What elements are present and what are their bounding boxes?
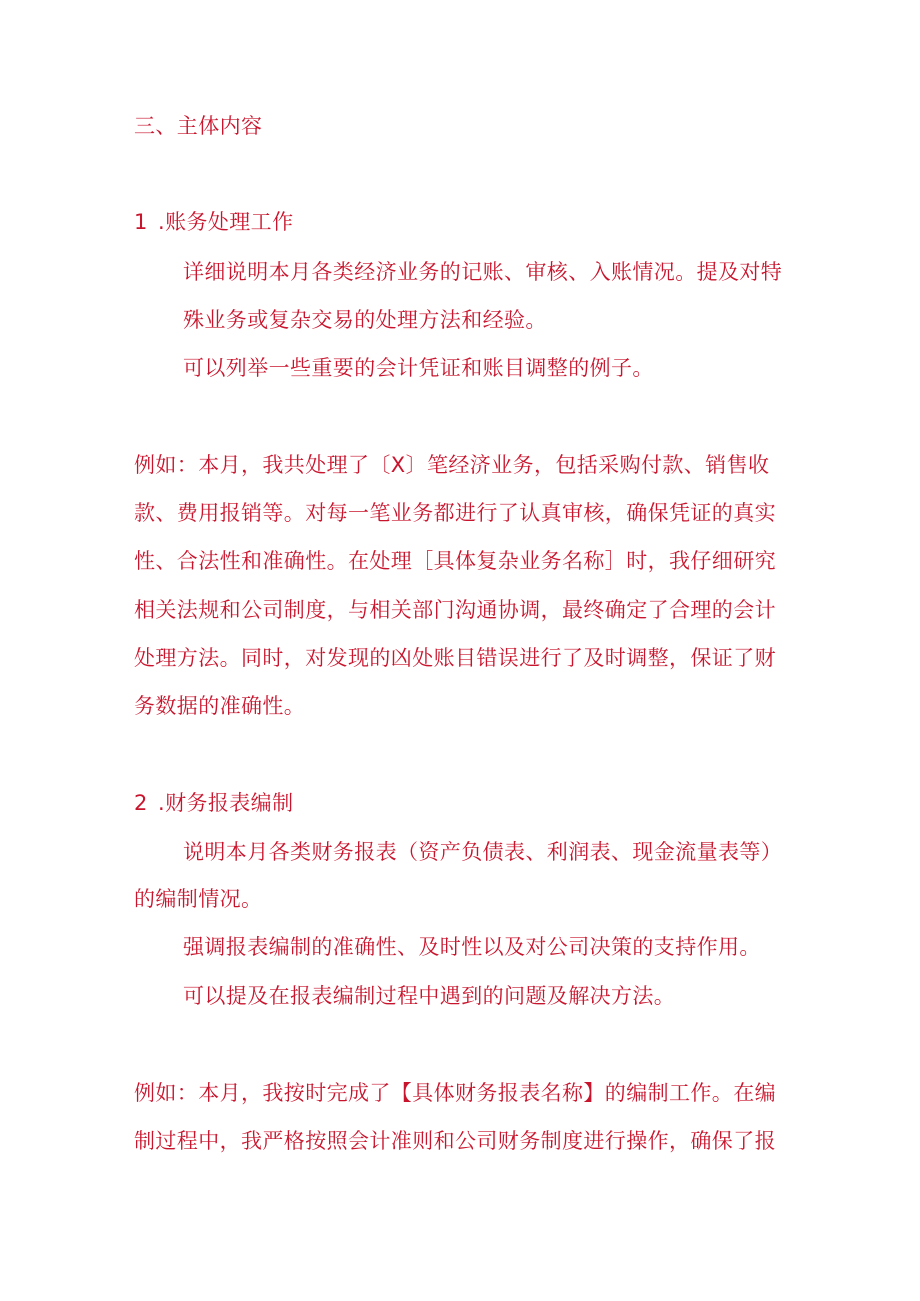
- item1-number: 1: [134, 210, 148, 234]
- item1-title: .账务处理工作: [158, 210, 294, 234]
- item1-heading: [134, 207, 293, 237]
- item1-example-line: 相关法规和公司制度，与相关部门沟通协调，最终确定了合理的会计: [134, 598, 776, 622]
- item1-example-line: 务数据的准确性。: [134, 694, 306, 718]
- item2-para2: 强调报表编制的准确性、及时性以及对公司决策的支持作用。: [183, 935, 761, 959]
- item2-para1-line2: 的编制情况。: [134, 887, 263, 911]
- item1-example-line: 性、合法性和准确性。在处理［具体复杂业务名称］时，我仔细研究: [134, 549, 776, 573]
- item2-title: .财务报表编制: [158, 791, 294, 815]
- item2-example-line: 例如：本月，我按时完成了【具体财务报表名称】的编制工作。在编: [134, 1081, 776, 1105]
- item1-example-line: 款、费用报销等。对每一笔业务都进行了认真审核，确保凭证的真实: [134, 501, 776, 525]
- section-heading: 三、主体内容: [134, 114, 263, 138]
- item1-example-line: 处理方法。同时，对发现的凶处账目错误进行了及时调整，保证了财: [134, 646, 776, 670]
- item2-para3: 可以提及在报表编制过程中遇到的问题及解决方法。: [183, 984, 676, 1008]
- item2-example-line: 制过程中，我严格按照会计准则和公司财务制度进行操作，确保了报: [134, 1129, 776, 1153]
- item1-example-line: 例如：本月，我共处理了〔X〕笔经济业务，包括采购付款、销售收: [134, 453, 770, 477]
- item2-heading: [134, 788, 293, 818]
- item1-para1-line1: 详细说明本月各类经济业务的记账、审核、入账情况。提及对特: [183, 260, 783, 284]
- item1-para2: 可以列举一些重要的会计凭证和账目调整的例子。: [183, 356, 654, 380]
- item1-para1-line2: 殊业务或复杂交易的处理方法和经验。: [183, 308, 547, 332]
- item2-number: 2: [134, 791, 148, 815]
- item2-para1-line1: 说明本月各类财务报表（资产负债表、利润表、现金流量表等）: [183, 840, 783, 864]
